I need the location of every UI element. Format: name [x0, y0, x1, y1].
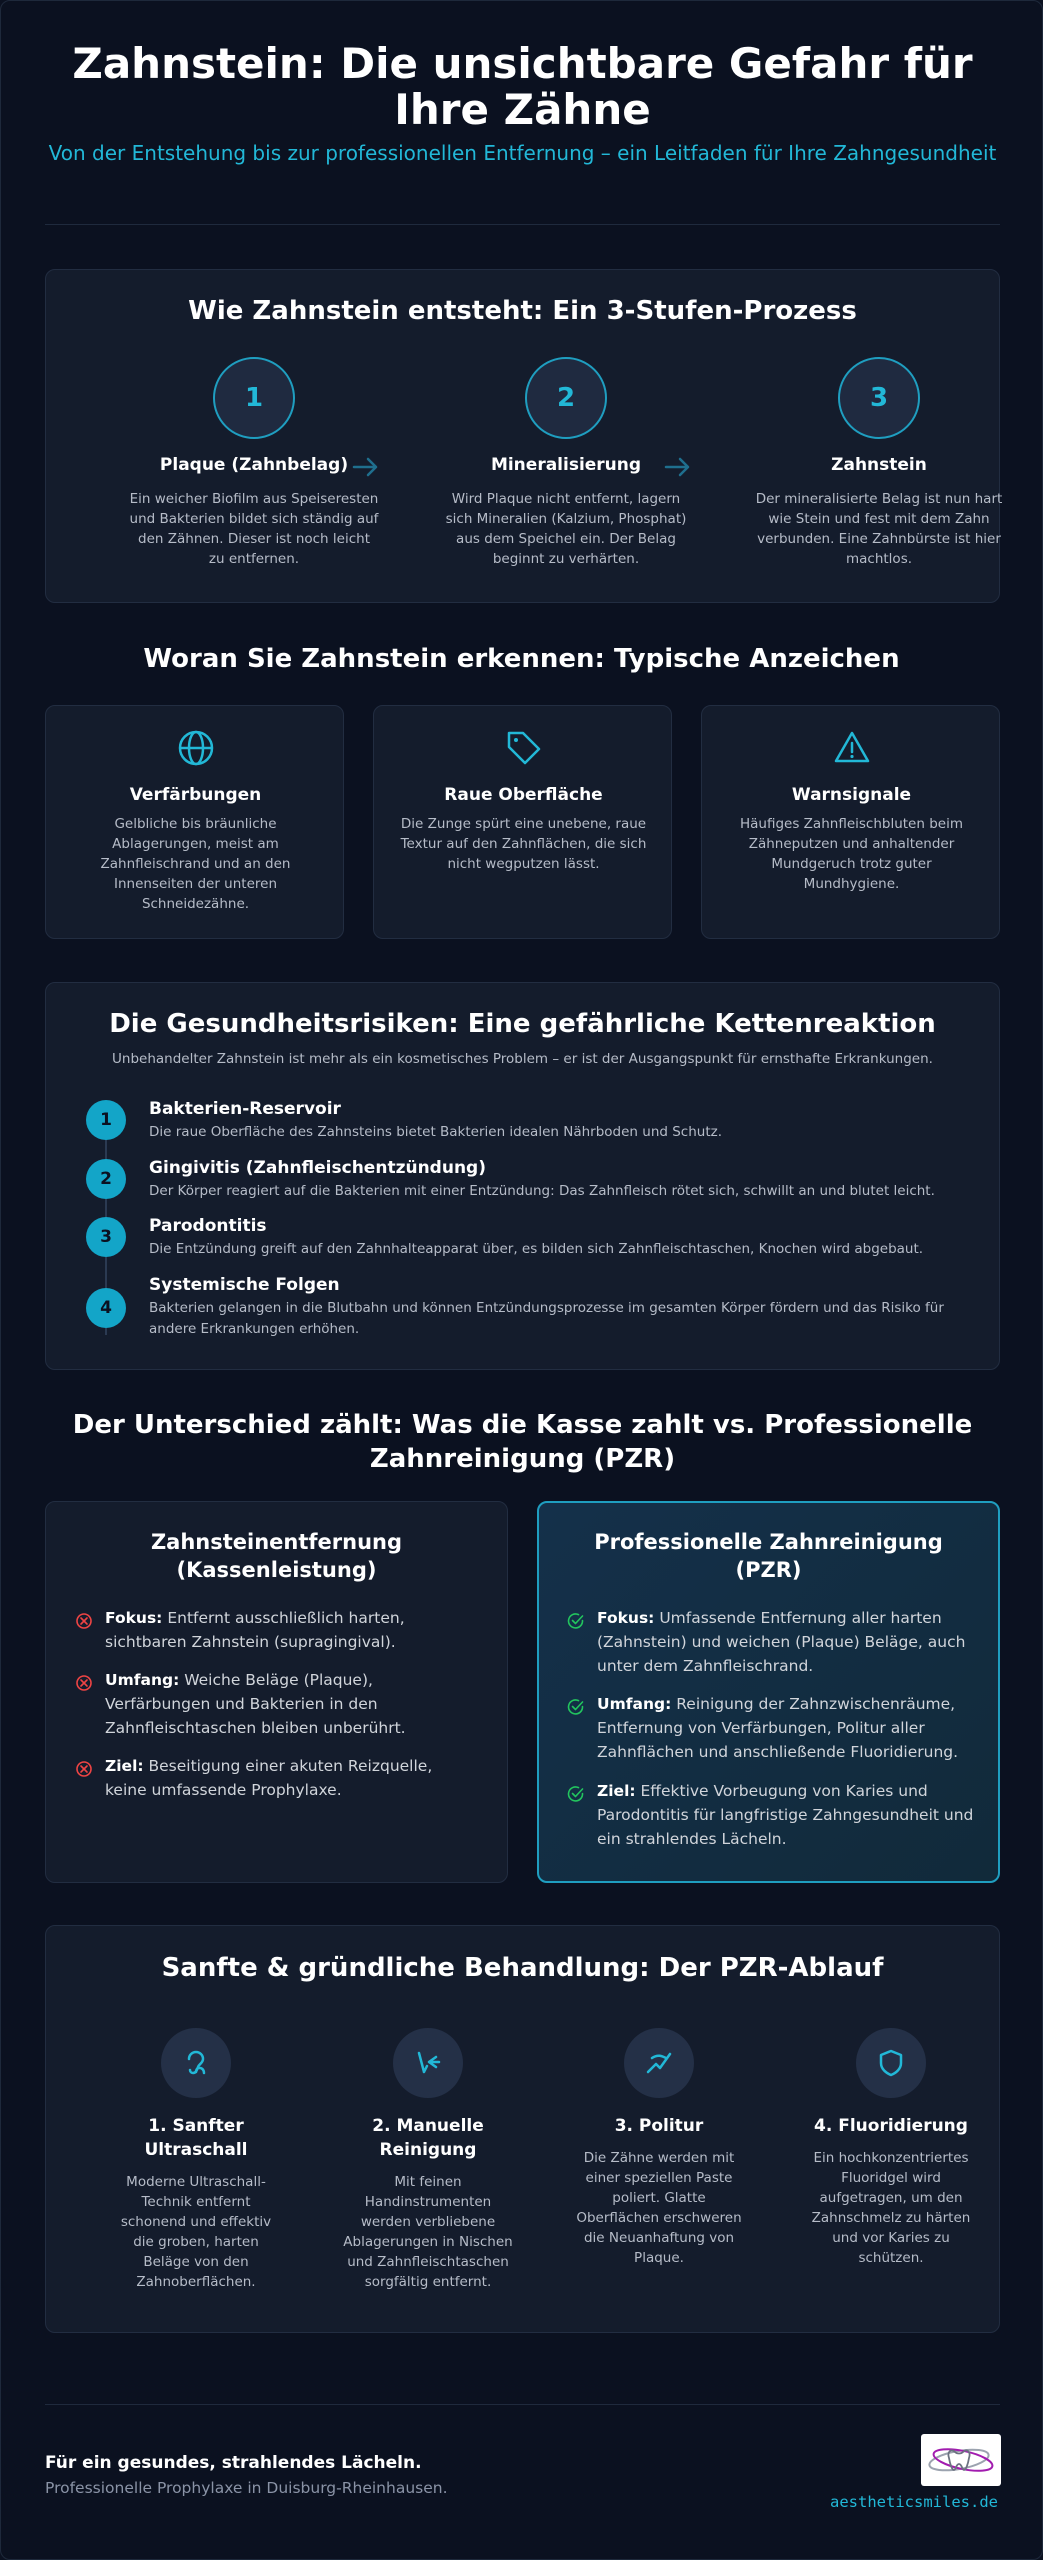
page-subtitle: Von der Entstehung bis zur professionellen Entfernung – ein Leitfaden für Ihre Zahngesundheit [48, 141, 997, 165]
treatment-step-ultraschall [101, 2028, 291, 2292]
step-number-1: 1 [213, 357, 295, 439]
check-circle-icon [567, 1785, 585, 1803]
item-label: Ziel: [597, 1782, 636, 1800]
item-text: Weiche Beläge (Plaque), Verfärbungen und Bakterien in den Zahnfleischtaschen bleiben unberührt. [105, 1671, 406, 1737]
arrow-right-icon [663, 452, 693, 482]
footer-location: Professionelle Prophylaxe in Duisburg-Rheinhausen. [45, 2479, 448, 2497]
item-text: Reinigung der Zahnzwischenräume, Entfernung von Verfärbungen, Politur aller Zahnflächen und anschließende Fluoridierung. [597, 1695, 959, 1761]
compare-title: Der Unterschied zählt: Was die Kasse zahlt vs. Professionelle Zahnreinigung (PZR) [72, 1410, 973, 1474]
treatment-icon-circle [161, 2028, 231, 2098]
footer-divider [45, 2404, 1000, 2405]
risk-title: Parodontitis [149, 1216, 267, 1236]
risk-number-3: 3 [86, 1217, 126, 1257]
item-text: Entfernt ausschließlich harten, sichtbaren Zahnstein (supragingival). [105, 1609, 405, 1651]
item-label: Fokus: [105, 1609, 163, 1627]
sign-title: Raue Oberfläche [444, 785, 603, 805]
sign-text: Die Zunge spürt eine unebene, raue Textur auf den Zahnflächen, die sich nicht wegputzen lässt. [400, 816, 647, 872]
sign-card-raue-oberflaeche [373, 705, 672, 939]
tag-icon [504, 728, 544, 768]
risk-number-4: 4 [86, 1288, 126, 1328]
risk-number-2: 2 [86, 1159, 126, 1199]
header-divider [45, 224, 1000, 225]
treatment-step-text: Ein hochkonzentriertes Fluoridgel wird aufgetragen, um den Zahnschmelz zu härten und vor Karies zu schützen. [811, 2150, 971, 2266]
ear-icon [179, 2046, 213, 2080]
risk-text: Die raue Oberfläche des Zahnsteins bietet Bakterien idealen Nährboden und Schutz. [149, 1124, 723, 1140]
treatment-step-title: 4. Fluoridierung [814, 2116, 968, 2136]
risks-title: Die Gesundheitsrisiken: Eine gefährliche Kettenreaktion [109, 1009, 936, 1039]
page-title: Zahnstein: Die unsichtbare Gefahr für Ihre Zähne [72, 39, 973, 134]
compare-right-item-fokus [597, 1606, 982, 1678]
shield-icon [874, 2046, 908, 2080]
item-text: Umfassende Entfernung aller harten (Zahnstein) und weichen (Plaque) Beläge, auch unter dem Zahnfleischrand. [597, 1609, 966, 1675]
treatment-step-title: 3. Politur [614, 2116, 704, 2136]
x-circle-icon [75, 1612, 93, 1630]
process-step-plaque [129, 357, 379, 569]
compare-right-item-umfang [597, 1692, 982, 1764]
risk-text: Bakterien gelangen in die Blutbahn und können Entzündungsprozesse im gesamten Körper fördern und das Risiko für andere Erkrankungen erhöhen. [149, 1300, 944, 1337]
step-number-3: 3 [838, 357, 920, 439]
check-circle-icon [567, 1612, 585, 1630]
warning-icon [832, 728, 872, 768]
treatment-card [45, 1925, 1000, 2333]
step-text: Ein weicher Biofilm aus Speiseresten und Bakterien bildet sich ständig auf den Zähnen. Dieser ist noch leicht zu entfernen. [129, 491, 379, 567]
hand-tool-icon [411, 2046, 445, 2080]
sign-title: Warnsignale [791, 785, 912, 805]
sign-text: Gelbliche bis bräunliche Ablagerungen, meist am Zahnfleischrand und an den Innenseiten der unteren Schneidezähne. [100, 816, 291, 912]
step-text: Wird Plaque nicht entfernt, lagern sich Mineralien (Kalzium, Phosphat) aus dem Speichel ein. Der Belag beginnt zu verhärten. [445, 491, 687, 567]
arrow-right-icon [351, 452, 381, 482]
x-circle-icon [75, 1760, 93, 1778]
risks-subtitle: Unbehandelter Zahnstein ist mehr als ein kosmetisches Problem – er ist der Ausgangspunkt für ernsthafte Erkrankungen. [112, 1051, 933, 1067]
treatment-step-text: Mit feinen Handinstrumenten werden verbliebene Ablagerungen in Nischen und Zahnfleischtaschen sorgfältig entfernt. [343, 2174, 513, 2290]
brand-logo [921, 2434, 1001, 2486]
x-circle-icon [75, 1674, 93, 1692]
risk-number-1: 1 [86, 1100, 126, 1140]
step-text: Der mineralisierte Belag ist nun hart wie Stein und fest mit dem Zahn verbunden. Eine Zahnbürste ist hier machtlos. [755, 491, 1003, 567]
step-title: Mineralisierung [490, 455, 642, 475]
treatment-title: Sanfte & gründliche Behandlung: Der PZR-Ablauf [161, 1953, 884, 1983]
risk-title: Bakterien-Reservoir [149, 1099, 341, 1119]
treatment-step-title: 1. Sanfter Ultraschall [144, 2116, 248, 2160]
footer-tagline: Für ein gesundes, strahlendes Lächeln. [45, 2453, 422, 2473]
process-step-mineralisierung [441, 357, 691, 569]
risk-title: Gingivitis (Zahnfleischentzündung) [149, 1158, 486, 1178]
step-title: Plaque (Zahnbelag) [159, 455, 349, 475]
process-title: Wie Zahnstein entsteht: Ein 3-Stufen-Prozess [188, 296, 857, 326]
risk-text: Die Entzündung greift auf den Zahnhalteapparat über, es bilden sich Zahnfleischtaschen, Knochen wird abgebaut. [149, 1241, 924, 1257]
compare-card-kasse [45, 1501, 508, 1883]
compare-right-item-ziel [597, 1779, 982, 1851]
treatment-step-text: Moderne Ultraschall-Technik entfernt schonend und effektiv die groben, harten Beläge von den Zahnoberflächen. [120, 2174, 272, 2290]
treatment-step-title: 2. Manuelle Reinigung [372, 2116, 484, 2160]
item-label: Fokus: [597, 1609, 655, 1627]
process-card [45, 269, 1003, 603]
item-text: Effektive Vorbeugung von Karies und Parodontitis für langfristige Zahngesundheit und ein strahlendes Lächeln. [597, 1782, 974, 1848]
step-title: Zahnstein [831, 455, 927, 475]
compare-left-title: Zahnsteinentfernung (Kassenleistung) [150, 1530, 403, 1582]
treatment-step-text: Die Zähne werden mit einer speziellen Paste poliert. Glatte Oberflächen erschweren die Neuanhaftung von Plaque. [576, 2150, 742, 2266]
sign-card-warnsignale [701, 705, 1000, 939]
treatment-step-fluoridierung [796, 2028, 986, 2268]
compare-left-item-umfang [105, 1668, 475, 1740]
signs-title: Woran Sie Zahnstein erkennen: Typische Anzeichen [143, 644, 900, 674]
compare-left-item-ziel [105, 1754, 475, 1802]
globe-icon [176, 728, 216, 768]
risk-title: Systemische Folgen [149, 1275, 340, 1295]
item-text: Beseitigung einer akuten Reizquelle, keine umfassende Prophylaxe. [105, 1757, 433, 1799]
logo-icon [921, 2434, 1001, 2486]
sign-text: Häufiges Zahnfleischbluten beim Zähneputzen und anhaltender Mundgeruch trotz guter Mundhygiene. [740, 816, 963, 892]
compare-left-item-fokus [105, 1606, 475, 1654]
treatment-icon-circle [624, 2028, 694, 2098]
sign-card-verfaerbungen [45, 705, 344, 939]
step-number-2: 2 [525, 357, 607, 439]
treatment-icon-circle [856, 2028, 926, 2098]
risk-text: Der Körper reagiert auf die Bakterien mit einer Entzündung: Das Zahnfleisch rötet sich, schwillt an und blutet leicht. [149, 1183, 935, 1199]
polish-icon [642, 2046, 676, 2080]
compare-card-pzr [537, 1501, 1000, 1883]
item-label: Umfang: [105, 1671, 180, 1689]
item-label: Ziel: [105, 1757, 144, 1775]
treatment-step-politur [564, 2028, 754, 2268]
sign-title: Verfärbungen [129, 785, 262, 805]
item-label: Umfang: [597, 1695, 672, 1713]
website-link[interactable]: aestheticsmiles.de [830, 2493, 998, 2511]
risks-card [45, 982, 1000, 1370]
check-circle-icon [567, 1698, 585, 1716]
process-step-zahnstein [754, 357, 1004, 569]
compare-right-title: Professionelle Zahnreinigung (PZR) [594, 1530, 943, 1582]
treatment-step-manuell [333, 2028, 523, 2292]
treatment-icon-circle [393, 2028, 463, 2098]
